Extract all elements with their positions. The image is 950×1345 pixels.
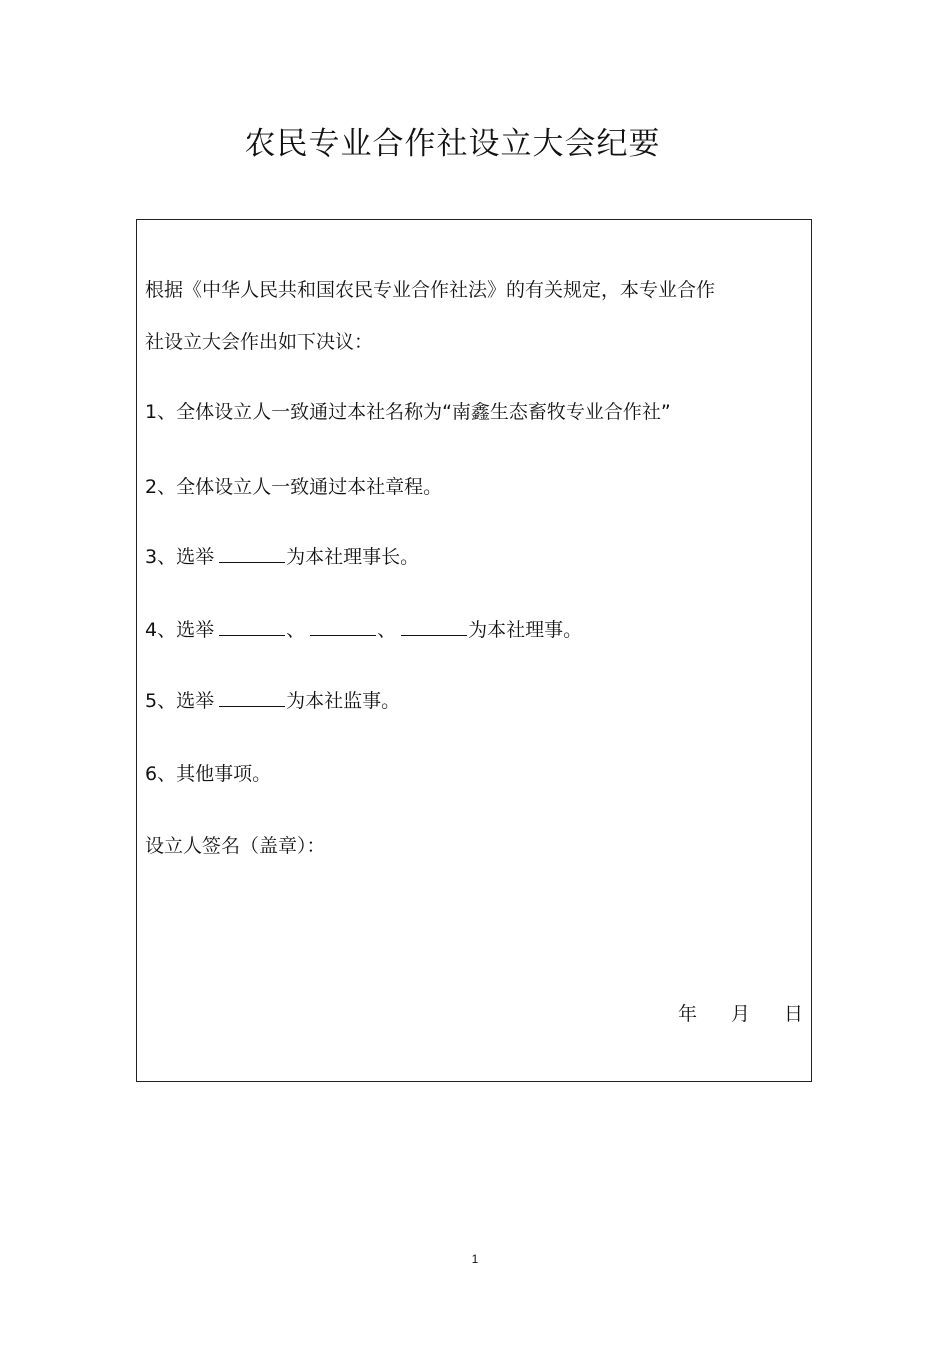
item-3-suffix: 为本社理事长。 [286, 546, 420, 568]
director-name-blank-3[interactable] [401, 617, 467, 636]
document-title: 农民专业合作社设立大会纪要 [244, 126, 661, 162]
minutes-form-box [136, 219, 812, 1082]
intro-line-2: 社设立大会作出如下决议： [145, 331, 374, 353]
item-4-prefix: 4、选举 [145, 619, 215, 641]
director-name-blank-1[interactable] [219, 617, 285, 636]
resolution-item-3 [145, 543, 419, 571]
date-year-label: 年 [677, 1003, 697, 1025]
signature-label: 设立人签名（盖章）： [145, 835, 326, 857]
resolution-item-5 [145, 687, 400, 715]
supervisor-name-blank[interactable] [219, 688, 285, 707]
resolution-item-6: 6、其他事项。 [145, 763, 272, 785]
resolution-item-4 [145, 616, 582, 644]
resolution-item-2: 2、全体设立人一致通过本社章程。 [145, 476, 443, 498]
page-number: 1 [471, 1252, 479, 1266]
item-5-suffix: 为本社监事。 [286, 690, 401, 712]
intro-line-1: 根据《中华人民共和国农民专业合作社法》的有关规定，本专业合作 [145, 279, 716, 301]
director-name-blank-2[interactable] [310, 617, 376, 636]
item-4-separator-2: 、 [377, 619, 397, 641]
date-day-label: 日 [783, 1003, 803, 1025]
item-4-suffix: 为本社理事。 [468, 619, 583, 641]
resolution-item-1: 1、全体设立人一致通过本社名称为“南鑫生态畜牧专业合作社” [145, 401, 671, 423]
item-4-separator-1: 、 [286, 619, 306, 641]
chairman-name-blank[interactable] [219, 544, 285, 563]
item-5-prefix: 5、选举 [145, 690, 215, 712]
date-row [678, 1000, 803, 1028]
date-month-label: 月 [730, 1003, 750, 1025]
item-3-prefix: 3、选举 [145, 546, 215, 568]
